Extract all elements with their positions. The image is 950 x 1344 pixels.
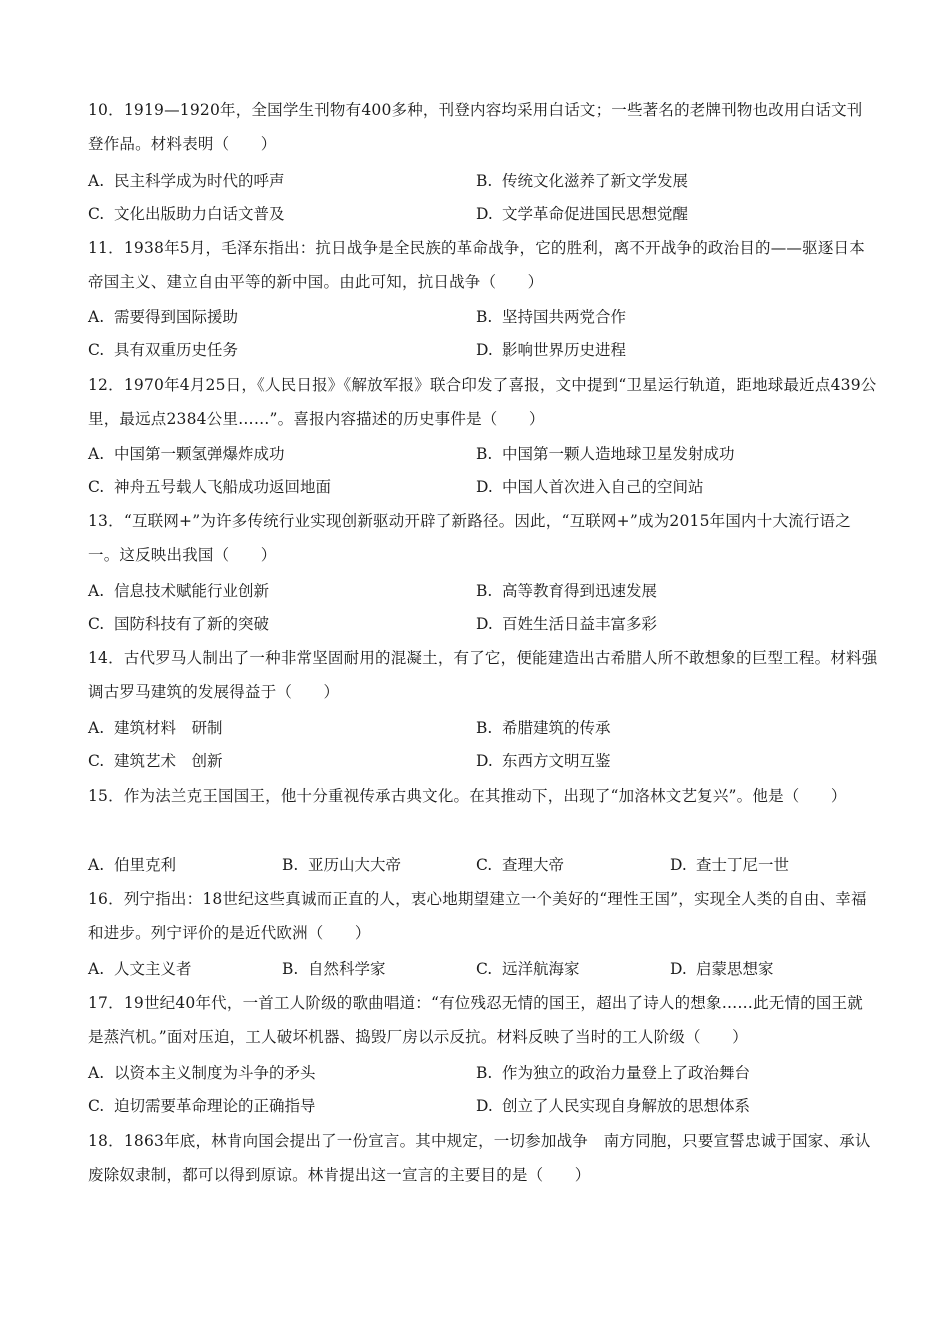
option-text: 人文主义者 bbox=[114, 960, 192, 978]
question-10-option-d bbox=[476, 204, 688, 224]
question-13-option-c bbox=[88, 614, 269, 634]
option-text: 中国第一颗人造地球卫星发射成功 bbox=[502, 445, 735, 463]
option-text: 民主科学成为时代的呼声 bbox=[114, 172, 285, 190]
question-14-option-d bbox=[476, 751, 611, 771]
question-12-option-c bbox=[88, 477, 331, 497]
question-17-stem: 17．19世纪40年代，一首工人阶级的歌曲唱道：“有位残忍无情的国王，超出了诗人的想象……此无情的国王就是蒸汽机。”面对压迫，工人破坏机器、捣毁厂房以示反抗。材料反映了当时的工人阶级（ ） bbox=[88, 994, 863, 1046]
option-text: 以资本主义制度为斗争的矛头 bbox=[114, 1064, 316, 1082]
option-letter: A. bbox=[88, 582, 105, 600]
option-text: 文学革命促进国民思想觉醒 bbox=[502, 205, 689, 223]
question-13-option-b bbox=[476, 581, 657, 601]
option-text: 具有双重历史任务 bbox=[114, 341, 239, 359]
option-letter: D. bbox=[476, 205, 493, 223]
question-15-option-a bbox=[88, 855, 176, 875]
option-text: 希腊建筑的传承 bbox=[502, 719, 611, 737]
option-text: 查理大帝 bbox=[502, 856, 565, 874]
option-letter: D. bbox=[476, 478, 493, 496]
option-letter: D. bbox=[476, 341, 493, 359]
option-text: 中国人首次进入自己的空间站 bbox=[502, 478, 704, 496]
option-text: 中国第一颗氢弹爆炸成功 bbox=[114, 445, 285, 463]
option-letter: A. bbox=[88, 308, 105, 326]
question-16-option-d bbox=[670, 959, 774, 979]
question-13-option-a bbox=[88, 581, 269, 601]
option-text: 东西方文明互鉴 bbox=[502, 752, 611, 770]
option-letter: C. bbox=[88, 1097, 105, 1115]
option-letter: C. bbox=[88, 615, 105, 633]
option-letter: C. bbox=[88, 752, 105, 770]
question-10-option-b bbox=[476, 171, 688, 191]
question-11-option-c bbox=[88, 340, 238, 360]
question-13-stem: 13．“互联网+”为许多传统行业实现创新驱动开辟了新路径。因此，“互联网+”成为2015年国内十大流行语之一。这反映出我国（ ） bbox=[88, 512, 851, 564]
option-letter: A. bbox=[88, 445, 105, 463]
question-17-option-d bbox=[476, 1096, 750, 1116]
question-10-option-c bbox=[88, 204, 285, 224]
option-text: 需要得到国际援助 bbox=[114, 308, 239, 326]
option-text: 作为独立的政治力量登上了政治舞台 bbox=[502, 1064, 751, 1082]
option-letter: B. bbox=[476, 1064, 493, 1082]
option-text: 百姓生活日益丰富多彩 bbox=[502, 615, 658, 633]
question-16-stem: 16．列宁指出：18世纪这些真诚而正直的人，衷心地期望建立一个美好的“理性王国”，实现全人类的自由、幸福和进步。列宁评价的是近代欧洲（ ） bbox=[88, 890, 867, 942]
option-letter: B. bbox=[282, 856, 299, 874]
option-letter: A. bbox=[88, 856, 105, 874]
option-text: 启蒙思想家 bbox=[696, 960, 774, 978]
option-letter: C. bbox=[88, 341, 105, 359]
option-letter: B. bbox=[282, 960, 299, 978]
option-text: 查士丁尼一世 bbox=[696, 856, 790, 874]
option-letter: D. bbox=[670, 960, 687, 978]
option-text: 创立了人民实现自身解放的思想体系 bbox=[502, 1097, 751, 1115]
option-text: 坚持国共两党合作 bbox=[502, 308, 627, 326]
question-12-stem: 12．1970年4月25日，《人民日报》《解放军报》联合印发了喜报，文中提到“卫星运行轨道，距地球最近点439公里，最远点2384公里……”。喜报内容描述的历史事件是（ ） bbox=[88, 376, 877, 428]
option-letter: C. bbox=[88, 478, 105, 496]
option-letter: D. bbox=[476, 1097, 493, 1115]
option-letter: D. bbox=[476, 752, 493, 770]
option-text: 信息技术赋能行业创新 bbox=[114, 582, 270, 600]
question-17-option-c bbox=[88, 1096, 316, 1116]
question-12-option-a bbox=[88, 444, 285, 464]
question-18-stem: 18．1863年底，林肯向国会提出了一份宣言。其中规定，一切参加战争 南方同胞，只要宣誓忠诚于国家、承认废除奴隶制，都可以得到原谅。林肯提出这一宣言的主要目的是（ ） bbox=[88, 1132, 871, 1184]
option-letter: A. bbox=[88, 1064, 105, 1082]
question-13-option-d bbox=[476, 614, 657, 634]
option-text: 建筑材料 研制 bbox=[114, 719, 223, 737]
option-letter: B. bbox=[476, 582, 493, 600]
option-letter: D. bbox=[476, 615, 493, 633]
option-text: 建筑艺术 创新 bbox=[114, 752, 223, 770]
question-15-option-c bbox=[476, 855, 564, 875]
question-15-stem: 15．作为法兰克王国国王，他十分重视传承古典文化。在其推动下，出现了“加洛林文艺复兴”。他是（ ） bbox=[88, 787, 847, 805]
question-16-option-a bbox=[88, 959, 192, 979]
question-14-option-a bbox=[88, 718, 223, 738]
option-letter: B. bbox=[476, 719, 493, 737]
option-letter: B. bbox=[476, 308, 493, 326]
option-text: 神舟五号载人飞船成功返回地面 bbox=[114, 478, 332, 496]
option-text: 影响世界历史进程 bbox=[502, 341, 627, 359]
option-text: 传统文化滋养了新文学发展 bbox=[502, 172, 689, 190]
question-14-option-b bbox=[476, 718, 611, 738]
option-text: 伯里克利 bbox=[114, 856, 177, 874]
option-text: 国防科技有了新的突破 bbox=[114, 615, 270, 633]
question-12-option-b bbox=[476, 444, 735, 464]
option-letter: C. bbox=[88, 205, 105, 223]
question-15-option-b bbox=[282, 855, 401, 875]
option-text: 亚历山大大帝 bbox=[308, 856, 402, 874]
question-10-option-a bbox=[88, 171, 285, 191]
question-17-option-b bbox=[476, 1063, 750, 1083]
question-17-option-a bbox=[88, 1063, 316, 1083]
option-letter: B. bbox=[476, 445, 493, 463]
option-text: 文化出版助力白话文普及 bbox=[114, 205, 285, 223]
option-letter: B. bbox=[476, 172, 493, 190]
option-text: 远洋航海家 bbox=[502, 960, 580, 978]
question-14-option-c bbox=[88, 751, 223, 771]
question-16-option-b bbox=[282, 959, 386, 979]
question-11-option-b bbox=[476, 307, 626, 327]
question-10-stem: 10．1919—1920年，全国学生刊物有400多种，刊登内容均采用白话文；一些著名的老牌刊物也改用白话文刊登作品。材料表明（ ） bbox=[88, 101, 863, 153]
question-11-option-a bbox=[88, 307, 238, 327]
question-14-stem: 14．古代罗马人制出了一种非常坚固耐用的混凝土，有了它，便能建造出古希腊人所不敢想象的巨型工程。材料强调古罗马建筑的发展得益于（ ） bbox=[88, 649, 878, 701]
option-letter: D. bbox=[670, 856, 687, 874]
option-letter: C. bbox=[476, 960, 493, 978]
question-16-option-c bbox=[476, 959, 580, 979]
question-12-option-d bbox=[476, 477, 704, 497]
option-letter: A. bbox=[88, 719, 105, 737]
option-text: 自然科学家 bbox=[308, 960, 386, 978]
option-letter: A. bbox=[88, 960, 105, 978]
question-11-option-d bbox=[476, 340, 626, 360]
option-letter: A. bbox=[88, 172, 105, 190]
option-letter: C. bbox=[476, 856, 493, 874]
option-text: 迫切需要革命理论的正确指导 bbox=[114, 1097, 316, 1115]
question-15-option-d bbox=[670, 855, 789, 875]
question-11-stem: 11．1938年5月，毛泽东指出：抗日战争是全民族的革命战争，它的胜利，离不开战争的政治目的——驱逐日本帝国主义、建立自由平等的新中国。由此可知，抗日战争（ ） bbox=[88, 239, 865, 291]
option-text: 高等教育得到迅速发展 bbox=[502, 582, 658, 600]
